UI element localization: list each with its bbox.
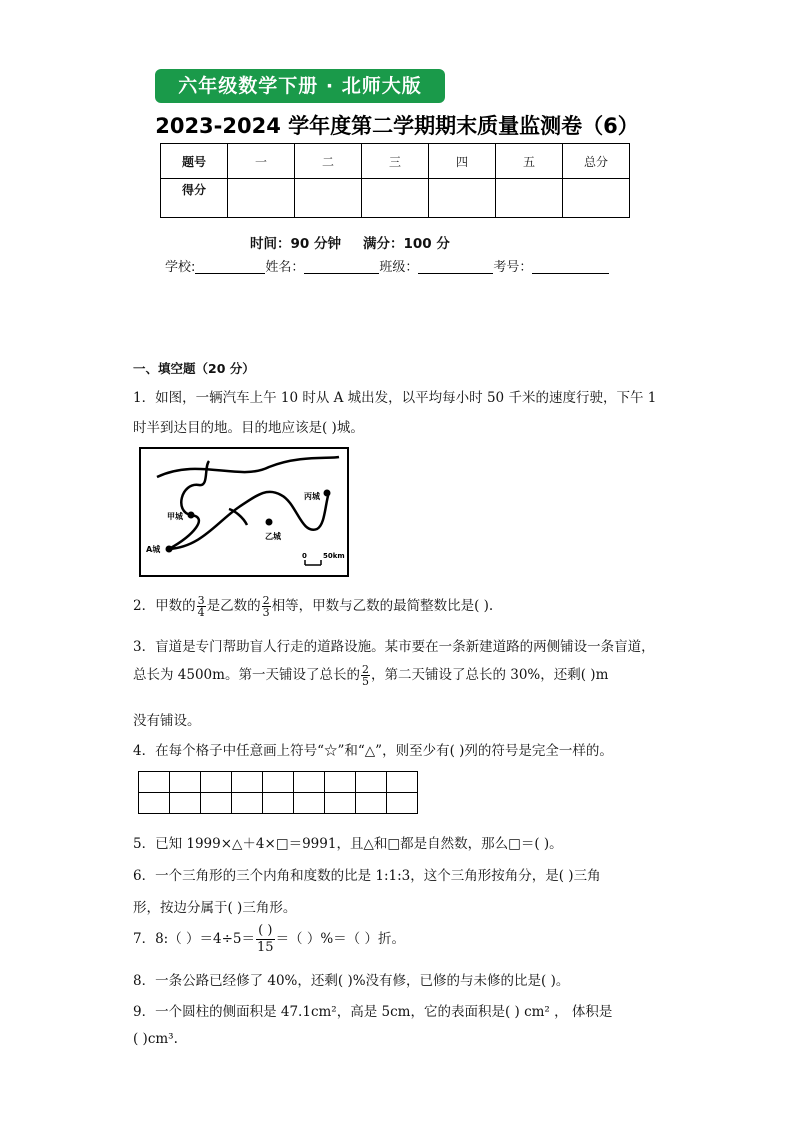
label-bing: 丙城 xyxy=(304,492,320,501)
score-table xyxy=(160,143,630,218)
city-a-dot xyxy=(166,546,173,553)
section-heading: 一、填空题（20 分） xyxy=(133,361,255,376)
score-cell[interactable] xyxy=(563,179,630,218)
grid-cell[interactable] xyxy=(356,793,387,814)
grid-cell[interactable] xyxy=(139,772,170,793)
grid-cell[interactable] xyxy=(294,772,325,793)
grid-cell[interactable] xyxy=(387,772,418,793)
question-2: 2．甲数的 $\frac{3}{4}$ 是乙数的 $\frac{2}{3}$ 相等，甲数与乙数的最简整数比是( ). xyxy=(133,594,494,619)
number-label: 考号： xyxy=(493,260,533,275)
question-5: 5．已知 1999×△＋4×□＝9991，且△和□都是自然数，那么□＝( )。 xyxy=(133,836,563,852)
question-1-line-1: 1．如图，一辆汽车上午 10 时从 A 城出发，以平均每小时 50 千米的速度行驶，下午 1 xyxy=(133,390,657,406)
grid-cell[interactable] xyxy=(170,793,201,814)
question-3-line-1: 3．盲道是专门帮助盲人行走的道路设施。某市要在一条新建道路的两侧铺设一条盲道， xyxy=(133,639,655,655)
label-yi: 乙城 xyxy=(265,532,281,541)
fraction-3-4: $\frac{3}{4}$ xyxy=(197,594,205,619)
score-row-label: 得分 xyxy=(161,179,228,218)
exam-title: 2023-2024 学年度第二学期期末质量监测卷（6） xyxy=(155,114,639,138)
grid-cell[interactable] xyxy=(139,793,170,814)
fraction-2-5: $\frac{2}{5}$ xyxy=(361,663,369,688)
question-9-line-2: ( )cm³. xyxy=(133,1031,178,1047)
question-7: 7．8:（ ）＝4÷5＝ $\frac{( )}{15}$ ＝（ ）%＝（ ）折。 xyxy=(133,923,405,955)
question-9-line-1: 9．一个圆柱的侧面积是 47.1cm²，高是 5cm，它的表面积是( ) cm² ， 体积是 xyxy=(133,1004,613,1020)
score-table-header-cell: 总分 xyxy=(563,144,630,179)
city-jia-dot xyxy=(188,512,195,519)
grid-cell[interactable] xyxy=(263,793,294,814)
class-blank[interactable] xyxy=(418,259,493,274)
symbol-grid xyxy=(138,771,418,814)
grid-cell[interactable] xyxy=(170,772,201,793)
fraction-blank-15: $\frac{( )}{15}$ xyxy=(257,923,274,955)
grid-cell[interactable] xyxy=(294,793,325,814)
score-table-header-cell: 题号 xyxy=(161,144,228,179)
score-cell[interactable] xyxy=(362,179,429,218)
score-cell[interactable] xyxy=(228,179,295,218)
scale-zero: 0 xyxy=(302,552,307,560)
score-table-header-cell: 三 xyxy=(362,144,429,179)
name-blank[interactable] xyxy=(304,259,379,274)
label-jia: 甲城 xyxy=(167,512,183,521)
score-cell[interactable] xyxy=(429,179,496,218)
city-bing-dot xyxy=(324,490,331,497)
grid-cell[interactable] xyxy=(232,772,263,793)
grid-cell[interactable] xyxy=(263,772,294,793)
score-cell[interactable] xyxy=(295,179,362,218)
grid-cell[interactable] xyxy=(325,772,356,793)
question-3-line-3: 没有铺设。 xyxy=(133,713,201,729)
score-table-header-cell: 五 xyxy=(496,144,563,179)
grid-cell[interactable] xyxy=(232,793,263,814)
score-table-header-cell: 一 xyxy=(228,144,295,179)
route-map xyxy=(139,447,349,577)
grid-cell[interactable] xyxy=(201,793,232,814)
grid-cell[interactable] xyxy=(201,772,232,793)
question-6-line-2: 形，按边分属于( )三角形。 xyxy=(133,900,297,916)
school-blank[interactable] xyxy=(195,259,265,274)
grid-cell[interactable] xyxy=(356,772,387,793)
scale-label: 50km xyxy=(323,552,345,560)
grid-cell[interactable] xyxy=(387,793,418,814)
school-label: 学校: xyxy=(165,260,196,275)
city-yi-dot xyxy=(266,519,273,526)
question-1-line-2: 时半到达目的地。目的地应该是( )城。 xyxy=(133,420,364,436)
score-table-header-cell: 四 xyxy=(429,144,496,179)
name-label: 姓名： xyxy=(265,260,305,275)
exam-time-line xyxy=(250,232,450,252)
class-label: 班级： xyxy=(379,260,419,275)
number-blank[interactable] xyxy=(532,259,609,274)
grid-cell[interactable] xyxy=(325,793,356,814)
label-a: A城 xyxy=(146,545,161,554)
exam-full-score: 满分：100 分 xyxy=(363,236,450,252)
grade-badge: 六年级数学下册 · 北师大版 xyxy=(155,69,445,103)
question-4: 4．在每个格子中任意画上符号“☆”和“△”，则至少有( )列的符号是完全一样的。 xyxy=(133,743,613,759)
question-6-line-1: 6．一个三角形的三个内角和度数的比是 1:1:3，这个三角形按角分，是( )三角 xyxy=(133,868,601,884)
question-3-line-2: 总长为 4500m。第一天铺设了总长的 $\frac{2}{5}$ ，第二天铺设了总长的 30%，还剩( )m xyxy=(133,663,609,688)
question-8: 8．一条公路已经修了 40%，还剩( )%没有修，已修的与未修的比是( )。 xyxy=(133,973,570,989)
student-info-line xyxy=(165,256,609,275)
exam-time: 时间：90 分钟 xyxy=(250,236,341,252)
score-table-header-cell: 二 xyxy=(295,144,362,179)
fraction-2-3: $\frac{2}{3}$ xyxy=(262,594,270,619)
score-cell[interactable] xyxy=(496,179,563,218)
